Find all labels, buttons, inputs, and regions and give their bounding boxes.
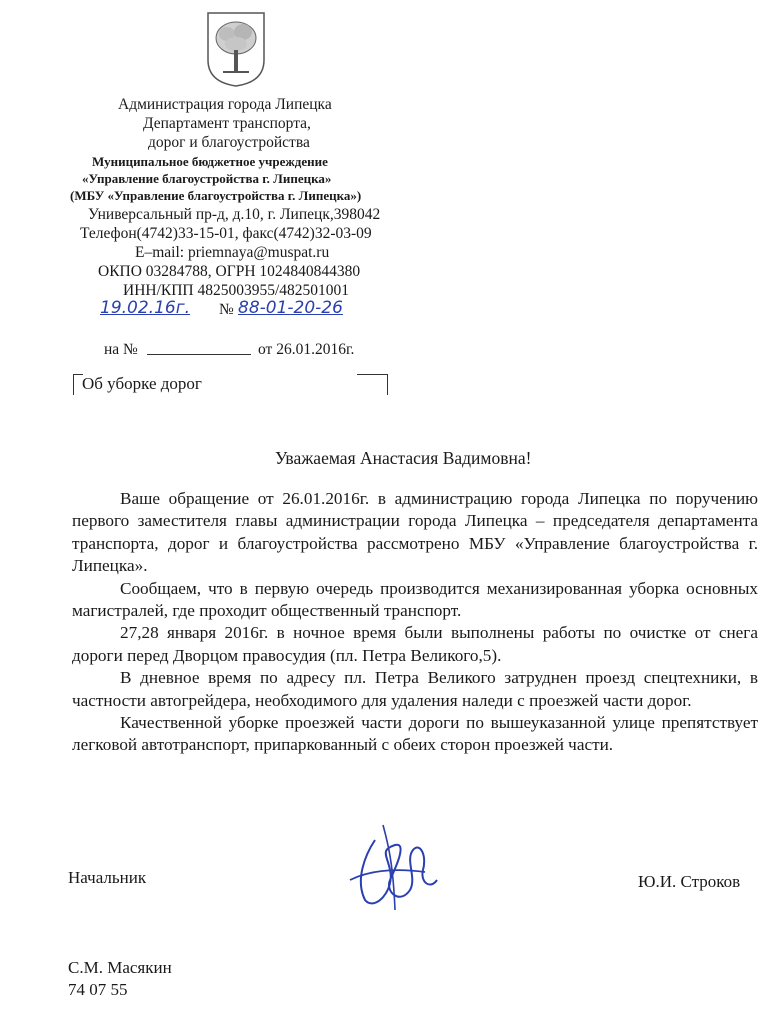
okpo-line: ОКПО 03284788, ОГРН 1024840844380 [98,263,361,280]
address-line: Универсальный пр-д, д.10, г. Липецк,398042 [88,206,381,223]
city-emblem [205,10,267,88]
org-line-1: Администрация города Липецка [118,96,332,113]
registration-date: 19.02.16г. [100,298,191,318]
reference-date: от 26.01.2016г. [258,341,355,358]
paragraph-1: Ваше обращение от 26.01.2016г. в администрацию города Липецка по поручению первого заместителя главы администрации города Липецка – председателя департамента транспорта, дорог и благоустройства рассмотрено МБУ «Управление благоустройства г. Липецка». [72,489,758,576]
paragraph-5: Качественной уборке проезжей части дороги по вышеуказанной улице препятствует легковой автотранспорт, припаркованный с обеих сторон проезжей части. [72,713,758,755]
paragraph-3: 27,28 января 2016г. в ночное время были выполнены работы по очистке от снега дороги перед Дворцом правосудия (пл. Петра Великого,5). [72,623,758,665]
org-bold-line-2: «Управление благоустройства г. Липецка» [82,171,332,186]
org-line-3: дорог и благоустройства [148,134,310,151]
phone-line: Телефон(4742)33-15-01, факс(4742)32-03-09 [80,225,372,242]
paragraph-4: В дневное время по адресу пл. Петра Великого затруднен проезд спецтехники, в частности автогрейдера, необходимого для удаления наледи с проезжей части дорог. [72,668,758,710]
executor-name: С.М. Масякин [68,958,172,977]
reference-blank-line [147,354,251,355]
handwritten-signature [335,820,445,915]
subject-bracket-right [357,374,388,395]
letter-body [72,488,758,757]
registration-number-sign: № [219,301,234,318]
executor-phone: 74 07 55 [68,980,128,999]
org-bold-line-1: Муниципальное бюджетное учреждение [92,154,328,169]
org-bold-line-3: (МБУ «Управление благоустройства г. Липецка») [70,188,362,203]
salutation: Уважаемая Анастасия Вадимовна! [275,448,532,468]
email-line: E–mail: priemnaya@muspat.ru [135,244,330,261]
signer-position: Начальник [68,868,147,887]
paragraph-2: Сообщаем, что в первую очередь производится механизированная уборка основных магистралей, где проходит общественный транспорт. [72,578,758,621]
subject-line: Об уборке дорог [82,374,202,393]
reference-prefix: на № [104,341,138,358]
signer-name: Ю.И. Строков [638,872,741,891]
inn-line: ИНН/КПП 4825003955/482501001 [123,282,350,299]
org-line-2: Департамент транспорта, [143,115,311,132]
registration-number: 88-01-20-26 [238,298,343,318]
